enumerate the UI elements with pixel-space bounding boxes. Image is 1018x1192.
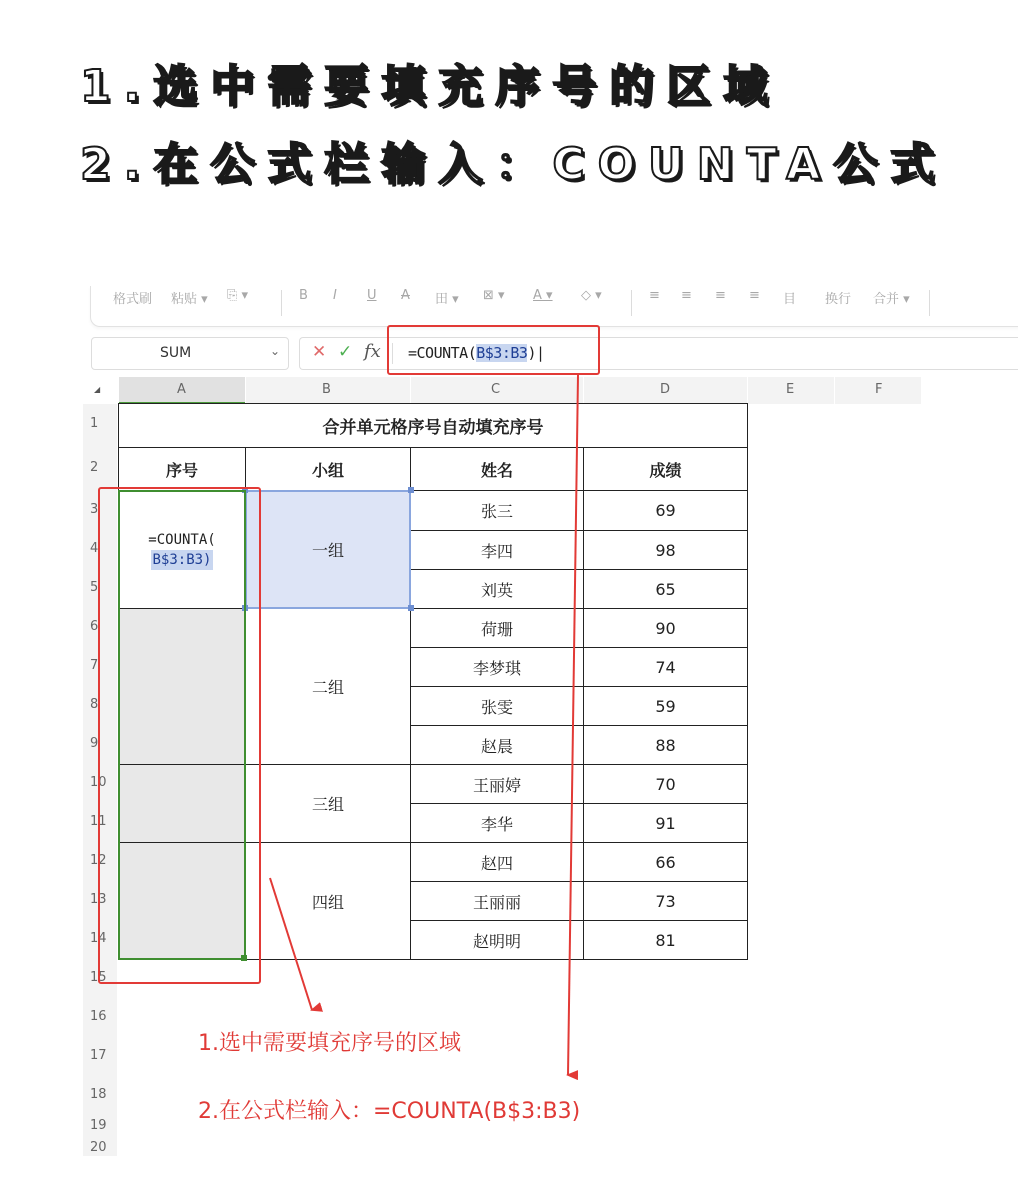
underline-button[interactable]: U: [367, 288, 377, 303]
column-label-f: F: [875, 382, 883, 397]
column-label-e: E: [786, 382, 795, 397]
group-cell-4[interactable]: 四组: [311, 892, 344, 912]
name-cell[interactable]: 赵四: [480, 853, 513, 873]
score-cell[interactable]: 73: [655, 891, 676, 911]
group-cell-1[interactable]: 一组: [246, 491, 410, 608]
distribute-icon[interactable]: 目: [783, 292, 797, 307]
wrap-text-button[interactable]: 换行: [825, 292, 852, 307]
row-header-12[interactable]: 12: [90, 853, 107, 868]
name-cell[interactable]: 荷珊: [480, 619, 513, 639]
formula-reference: B$3:B3: [476, 344, 528, 362]
column-label-d: D: [660, 382, 671, 397]
merge-button[interactable]: 合并 ▾: [873, 292, 910, 307]
score-cell[interactable]: 98: [655, 540, 676, 560]
header-cell-index[interactable]: 序号: [165, 460, 198, 480]
annotation-step-1: 1.选中需要填充序号的区域: [198, 1031, 461, 1056]
fill-color-icon[interactable]: ⊠ ▾: [483, 288, 505, 303]
row-header-16[interactable]: 16: [90, 1009, 107, 1024]
confirm-icon[interactable]: ✓: [338, 342, 353, 362]
row-header-20[interactable]: 20: [90, 1140, 107, 1155]
column-label-a: A: [177, 382, 186, 397]
row-header-17[interactable]: 17: [90, 1048, 107, 1063]
name-cell[interactable]: 赵明明: [472, 931, 521, 951]
score-cell[interactable]: 59: [655, 696, 676, 716]
row-header-4[interactable]: 4: [90, 541, 99, 556]
cell-formula-line-1: =COUNTA(: [148, 531, 216, 548]
cell-formula-line-2: B$3:B3): [152, 551, 212, 568]
row-header-3[interactable]: 3: [90, 502, 99, 517]
select-all-icon[interactable]: ◢: [94, 385, 101, 394]
row-header-10[interactable]: 10: [90, 775, 107, 790]
group-cell-3[interactable]: 三组: [311, 795, 344, 814]
row-header-19[interactable]: 19: [90, 1118, 107, 1133]
headline-step-1: 1.选中需要填充序号的区域: [80, 61, 781, 112]
header-cell-group[interactable]: 小组: [311, 460, 344, 480]
row-header-6[interactable]: 6: [90, 619, 99, 634]
score-cell[interactable]: 91: [655, 813, 676, 833]
name-cell[interactable]: 张三: [480, 502, 513, 521]
name-cell[interactable]: 王丽丽: [472, 892, 521, 912]
score-cell[interactable]: 66: [655, 852, 676, 872]
score-cell[interactable]: 65: [655, 579, 676, 599]
row-header-7[interactable]: 7: [90, 658, 99, 673]
score-cell[interactable]: 74: [655, 657, 676, 677]
arrow-to-step-1: [270, 878, 312, 1010]
justify-icon[interactable]: ≡: [749, 288, 760, 303]
strikethrough-button[interactable]: A: [401, 288, 410, 303]
name-cell[interactable]: 赵晨: [480, 736, 513, 756]
format-painter-button[interactable]: 格式刷: [113, 292, 153, 307]
row-header-14[interactable]: 14: [90, 931, 107, 946]
chevron-down-icon[interactable]: ⌄: [269, 344, 280, 358]
column-label-b: B: [322, 382, 331, 397]
paste-button[interactable]: 粘贴 ▾: [171, 292, 208, 307]
column-label-c: C: [491, 382, 501, 397]
bold-button[interactable]: B: [299, 288, 308, 303]
score-cell[interactable]: 88: [655, 735, 676, 755]
header-cell-score[interactable]: 成绩: [649, 460, 682, 480]
name-box-value: SUM: [160, 345, 192, 361]
group-cell-2[interactable]: 二组: [311, 678, 344, 697]
header-cell-name[interactable]: 姓名: [480, 460, 513, 480]
name-cell[interactable]: 李四: [480, 541, 513, 561]
row-header-18[interactable]: 18: [90, 1087, 107, 1102]
table-title-cell[interactable]: 合并单元格序号自动填充序号: [322, 418, 544, 438]
name-cell[interactable]: 张雯: [480, 697, 513, 717]
align-right-icon[interactable]: ≡: [715, 288, 726, 303]
row-header-9[interactable]: 9: [90, 736, 99, 751]
annotation-step-2: 2.在公式栏输入：=COUNTA(B$3:B3): [198, 1099, 581, 1124]
align-left-icon[interactable]: ≡: [649, 288, 660, 303]
name-cell[interactable]: 刘英: [480, 580, 513, 600]
score-cell[interactable]: 90: [655, 618, 676, 638]
row-header-13[interactable]: 13: [90, 892, 107, 907]
row-header-5[interactable]: 5: [90, 580, 99, 595]
row-header-8[interactable]: 8: [90, 697, 99, 712]
font-color-icon[interactable]: A ▾: [533, 288, 553, 303]
name-cell[interactable]: 王丽婷: [472, 775, 521, 795]
score-cell[interactable]: 69: [655, 501, 676, 520]
headline-step-2: 2.在公式栏输入：COUNTA公式: [80, 139, 948, 190]
function-icon[interactable]: fx: [364, 341, 381, 362]
formula-prefix: =COUNTA(: [408, 344, 477, 362]
align-center-icon[interactable]: ≡: [681, 288, 692, 303]
score-cell[interactable]: 70: [655, 774, 676, 794]
border-icon[interactable]: 田 ▾: [435, 292, 459, 307]
row-header-11[interactable]: 11: [90, 814, 107, 829]
name-cell[interactable]: 李华: [480, 814, 513, 834]
name-cell[interactable]: 李梦琪: [472, 658, 521, 678]
cancel-icon[interactable]: ✕: [312, 342, 327, 362]
arrow-to-step-2: [568, 375, 578, 1075]
clear-format-icon[interactable]: ◇ ▾: [581, 288, 602, 303]
row-header-1[interactable]: 1: [90, 416, 99, 431]
italic-button[interactable]: I: [333, 288, 337, 303]
score-cell[interactable]: 81: [655, 930, 676, 950]
row-header-15[interactable]: 15: [90, 970, 107, 985]
paste-options-icon[interactable]: ⎘ ▾: [227, 288, 249, 303]
row-header-2[interactable]: 2: [90, 460, 99, 475]
formula-suffix: )|: [527, 344, 545, 362]
